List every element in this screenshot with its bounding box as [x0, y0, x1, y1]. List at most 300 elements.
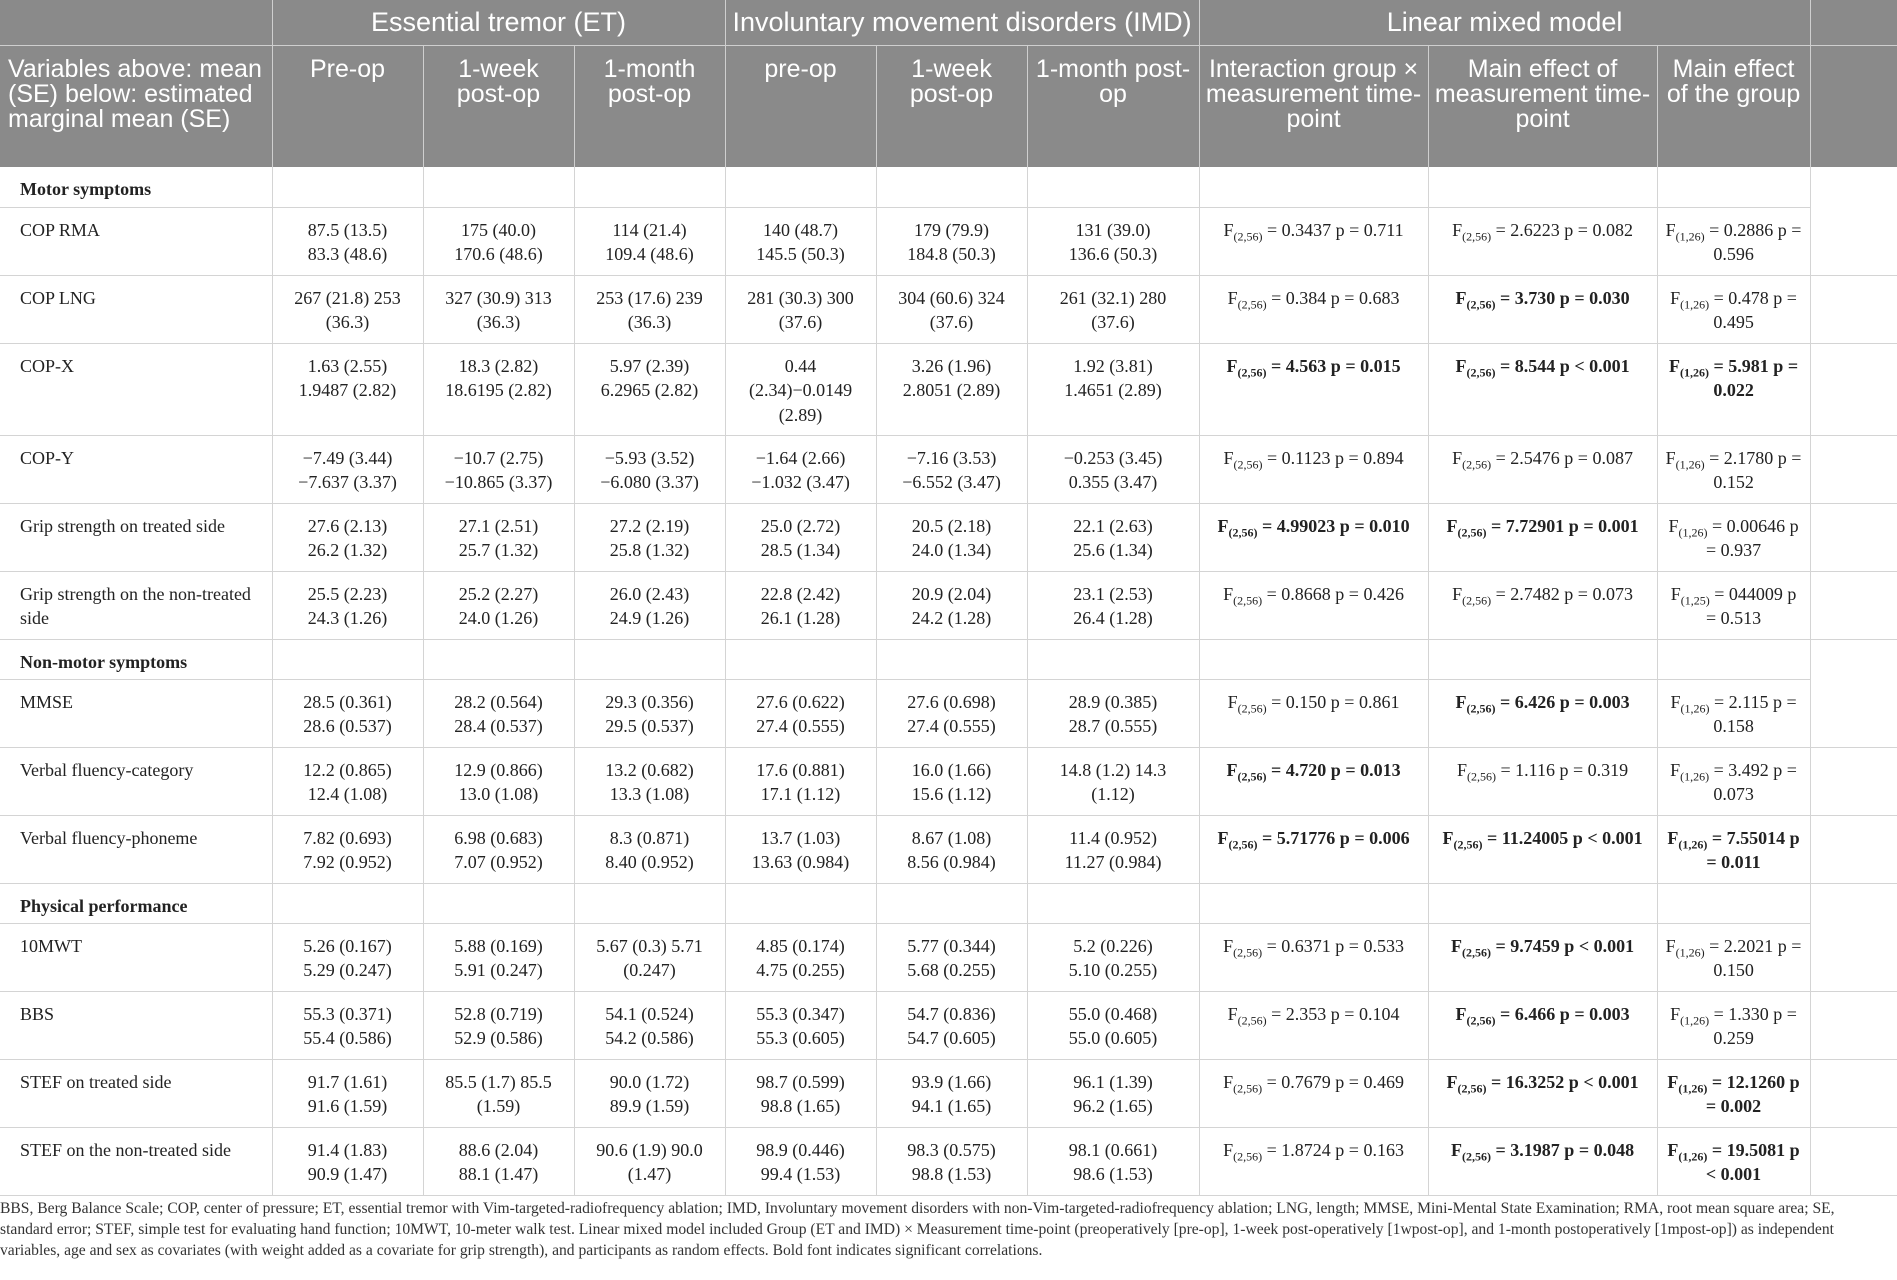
- empty-cell: [1810, 343, 1897, 435]
- stat-text: = 5.981 p = 0.022: [1709, 355, 1799, 400]
- table-row: [0, 207, 1897, 275]
- empty-cell: [1428, 167, 1657, 207]
- table-footnote: BBS, Berg Balance Scale; COP, center of pressure; ET, essential tremor with Vim-targeted-radiofrequency ablation; IMD, Involuntary movement disorders with non-Vim-targeted-radiofrequency ablation; LNG, length; MMSE, Mini-Mental State Examination; RMA, root mean square area; SE, standard error; STEF, simple test for evaluating hand function; 10MWT, 10-meter walk test. Linear mixed model included Group (ET and IMD) × Measurement time-point (preoperatively [pre-op], 1-week post-operatively [1wpost-op], and 1-month postoperatively [1mpost-op]) as independent variables, age and sex as covariates (with weight added as a covariate for grip strength), and participants as random effects. Bold font indicates significant correlations.: [0, 1200, 1835, 1259]
- stat-cell: $F_{(1,26)} = 3.492$ p = 0.073: [1657, 747, 1810, 815]
- value-line: 25.8 (1.32): [609, 540, 690, 560]
- value-line: 0.44: [784, 355, 817, 376]
- table-body: [0, 167, 1897, 1195]
- value-cell: [272, 991, 423, 1059]
- stat-cell: $F_{(1,26)} = 5.981$ p = 0.022: [1657, 343, 1810, 435]
- row-label: Grip strength on the non-treated side: [0, 571, 272, 639]
- df-subscript: (1,26): [1675, 229, 1705, 244]
- value-line: 88.1 (1.47): [458, 1164, 539, 1184]
- value-line: 91.7 (1.61): [307, 1071, 388, 1092]
- df-subscript: (2,56): [1462, 593, 1492, 608]
- empty-cell: [574, 167, 725, 207]
- df-subscript: (2,56): [1233, 229, 1263, 244]
- value-cell: [1027, 343, 1199, 435]
- value-line: 13.2 (0.682): [605, 759, 694, 780]
- stat-cell: $F_{(1,26)} = 12.1260$ p = 0.002: [1657, 1059, 1810, 1127]
- value-line: (37.6): [778, 312, 823, 332]
- df-subscript: (2,56): [1466, 1013, 1496, 1028]
- column-header-interaction: Interaction group × measurement time-point: [1199, 45, 1428, 167]
- value-line: 15.6 (1.12): [911, 784, 992, 804]
- value-line: 327 (30.9) 313: [445, 287, 552, 308]
- stat-text: = 2.5476 p = 0.087: [1491, 447, 1633, 468]
- value-line: 11.4 (0.952): [1069, 827, 1157, 848]
- value-line: −7.49 (3.44): [302, 447, 393, 468]
- empty-cell: [1810, 1127, 1897, 1195]
- value-cell: [876, 1127, 1027, 1195]
- empty-cell: [1657, 883, 1810, 923]
- row-label: Verbal fluency-phoneme: [0, 815, 272, 883]
- stat-cell: $F_{(1,26)} = 2.2021$ p = 0.150: [1657, 923, 1810, 991]
- value-line: 88.6 (2.04): [458, 1139, 539, 1160]
- stat-text: = 3.492 p = 0.073: [1709, 759, 1797, 804]
- stat-cell: $F_{(2,56)} = 4.99023$ p = 0.010: [1199, 503, 1428, 571]
- value-line: 5.26 (0.167): [303, 935, 392, 956]
- value-line: 28.7 (0.555): [1068, 716, 1158, 736]
- group-header-filler: [1810, 0, 1897, 45]
- df-subscript: (1,26): [1675, 457, 1705, 472]
- value-cell: [876, 991, 1027, 1059]
- value-line: 93.9 (1.66): [911, 1071, 992, 1092]
- value-line: 4.75 (0.255): [756, 960, 845, 980]
- value-line: 145.5 (50.3): [756, 244, 845, 264]
- stat-cell: $F_{(1,26)} = 0.478$ p = 0.495: [1657, 275, 1810, 343]
- value-cell: [423, 923, 574, 991]
- value-line: 17.1 (1.12): [760, 784, 841, 804]
- value-cell: [272, 1059, 423, 1127]
- stat-cell: $F_{(2,56)} = 8.544$ p < 0.001: [1428, 343, 1657, 435]
- value-line: 55.3 (0.605): [756, 1028, 845, 1048]
- empty-cell: [1810, 503, 1897, 571]
- value-cell: [1027, 991, 1199, 1059]
- value-cell: [1027, 747, 1199, 815]
- df-subscript: (1,26): [1680, 297, 1710, 312]
- df-subscript: (2,56): [1466, 297, 1496, 312]
- value-line: 99.4 (1.53): [760, 1164, 841, 1184]
- empty-cell: [1027, 883, 1199, 923]
- column-header-et-1week: 1-week post-op: [423, 45, 574, 167]
- value-line: 12.4 (1.08): [307, 784, 388, 804]
- value-cell: [423, 343, 574, 435]
- value-line: 54.7 (0.605): [907, 1028, 996, 1048]
- value-line: 7.07 (0.952): [454, 852, 543, 872]
- empty-cell: [1027, 167, 1199, 207]
- section-title: Non-motor symptoms: [0, 639, 272, 679]
- df-subscript: (2,56): [1453, 837, 1483, 852]
- value-line: 90.6 (1.9) 90.0: [596, 1139, 703, 1160]
- value-line: 26.4 (1.28): [1073, 608, 1153, 628]
- value-line: 55.3 (0.347): [756, 1003, 845, 1024]
- value-cell: [423, 503, 574, 571]
- value-line: 18.6195 (2.82): [445, 380, 552, 400]
- value-cell: [272, 343, 423, 435]
- empty-cell: [423, 639, 574, 679]
- df-subscript: (2,56): [1462, 229, 1492, 244]
- empty-cell: [725, 167, 876, 207]
- value-line: 8.3 (0.871): [609, 827, 690, 848]
- table-row: [0, 923, 1897, 991]
- row-label: COP-X: [0, 343, 272, 435]
- value-cell: [725, 991, 876, 1059]
- stat-cell: $F_{(2,56)} = 16.3252$ p < 0.001: [1428, 1059, 1657, 1127]
- value-line: 28.6 (0.537): [303, 716, 392, 736]
- group-header-row: [0, 0, 1897, 45]
- section-title: Motor symptoms: [0, 167, 272, 207]
- column-header-time-effect: Main effect of measurement time-point: [1428, 45, 1657, 167]
- value-line: −7.637 (3.37): [298, 472, 397, 492]
- stat-text: = 044009 p = 0.513: [1705, 583, 1797, 628]
- row-label: COP LNG: [0, 275, 272, 343]
- value-line: 22.8 (2.42): [760, 583, 841, 604]
- value-line: 17.6 (0.881): [756, 759, 845, 780]
- value-line: 89.9 (1.59): [609, 1096, 690, 1116]
- df-subscript: (2,56): [1228, 837, 1258, 852]
- stat-text: = 0.8668 p = 0.426: [1262, 583, 1404, 604]
- value-cell: [725, 923, 876, 991]
- value-line: 4.85 (0.174): [756, 935, 845, 956]
- df-subscript: (2,56): [1233, 1149, 1263, 1164]
- df-subscript: (1,26): [1680, 769, 1710, 784]
- column-header-imd-1week: 1-week post-op: [876, 45, 1027, 167]
- empty-cell: [1199, 167, 1428, 207]
- df-subscript: (2,56): [1457, 525, 1487, 540]
- row-label: COP RMA: [0, 207, 272, 275]
- value-line: 83.3 (48.6): [307, 244, 388, 264]
- stat-cell: $F_{(2,56)} = 0.8668$ p = 0.426: [1199, 571, 1428, 639]
- value-line: (1.59): [476, 1096, 521, 1116]
- value-line: 7.82 (0.693): [303, 827, 392, 848]
- value-line: 12.2 (0.865): [303, 759, 392, 780]
- value-line: 98.1 (0.661): [1068, 1139, 1158, 1160]
- df-subscript: (2,56): [1233, 593, 1263, 608]
- empty-cell: [272, 883, 423, 923]
- stat-text: = 0.384 p = 0.683: [1266, 287, 1400, 308]
- stat-text: = 2.1780 p = 0.152: [1704, 447, 1802, 492]
- column-header-imd-1month: 1-month post-op: [1027, 45, 1199, 167]
- df-subscript: (2,56): [1462, 945, 1492, 960]
- value-line: 13.0 (1.08): [458, 784, 539, 804]
- table-row: [0, 1059, 1897, 1127]
- stat-cell: $F_{(2,56)} = 11.24005$ p < 0.001: [1428, 815, 1657, 883]
- stat-cell: $F_{(1,26)} = 2.115$ p = 0.158: [1657, 679, 1810, 747]
- row-label: COP-Y: [0, 435, 272, 503]
- df-subscript: (2,56): [1237, 1013, 1267, 1028]
- df-subscript: (2,56): [1466, 701, 1496, 716]
- stat-cell: $F_{(2,56)} = 4.563$ p = 0.015: [1199, 343, 1428, 435]
- value-line: −7.16 (3.53): [906, 447, 997, 468]
- stat-text: = 2.353 p = 0.104: [1266, 1003, 1400, 1024]
- empty-cell: [272, 639, 423, 679]
- column-header-et-preop: Pre-op: [272, 45, 423, 167]
- stat-text: = 0.2886 p = 0.596: [1704, 219, 1802, 264]
- value-line: 0.355 (3.47): [1068, 472, 1158, 492]
- stat-cell: $F_{(2,56)} = 5.71776$ p = 0.006: [1199, 815, 1428, 883]
- value-line: 13.7 (1.03): [760, 827, 841, 848]
- value-cell: [1027, 571, 1199, 639]
- df-subscript: (1,26): [1678, 1081, 1708, 1096]
- empty-cell: [876, 167, 1027, 207]
- stat-cell: $F_{(1,26)} = 0.2886$ p = 0.596: [1657, 207, 1810, 275]
- stat-cell: $F_{(2,56)} = 0.7679$ p = 0.469: [1199, 1059, 1428, 1127]
- stat-text: = 4.563 p = 0.015: [1266, 355, 1401, 376]
- df-subscript: (2,56): [1467, 769, 1496, 784]
- stat-text: = 3.730 p = 0.030: [1495, 287, 1630, 308]
- value-line: 175 (40.0): [461, 219, 536, 240]
- empty-cell: [574, 639, 725, 679]
- value-cell: [876, 435, 1027, 503]
- value-line: 6.2965 (2.82): [600, 380, 699, 400]
- value-cell: [876, 679, 1027, 747]
- row-label: Verbal fluency-category: [0, 747, 272, 815]
- value-line: −10.865 (3.37): [444, 472, 553, 492]
- value-line: 184.8 (50.3): [907, 244, 996, 264]
- value-cell: [272, 679, 423, 747]
- df-subscript: (1,26): [1680, 365, 1710, 380]
- stat-text: = 5.71776 p = 0.006: [1257, 827, 1410, 848]
- value-line: 91.6 (1.59): [307, 1096, 388, 1116]
- empty-cell: [1810, 991, 1897, 1059]
- value-line: 1.9487 (2.82): [298, 380, 397, 400]
- value-line: 3.26 (1.96): [911, 355, 992, 376]
- stat-cell: $F_{(2,56)} = 1.8724$ p = 0.163: [1199, 1127, 1428, 1195]
- value-cell: [272, 923, 423, 991]
- value-line: 5.67 (0.3) 5.71: [596, 935, 703, 956]
- df-subscript: (2,56): [1462, 1149, 1492, 1164]
- value-line: 7.92 (0.952): [303, 852, 392, 872]
- value-cell: [1027, 275, 1199, 343]
- group-header-et: Essential tremor (ET): [272, 0, 725, 45]
- value-cell: [574, 747, 725, 815]
- value-line: 98.3 (0.575): [907, 1139, 996, 1160]
- section-row: [0, 639, 1897, 679]
- value-cell: [423, 207, 574, 275]
- empty-cell: [1810, 275, 1897, 343]
- value-cell: [574, 991, 725, 1059]
- value-cell: [272, 747, 423, 815]
- empty-cell: [876, 883, 1027, 923]
- stat-cell: $F_{(2,56)} = 0.3437$ p = 0.711: [1199, 207, 1428, 275]
- value-line: (2.34)−0.0149: [748, 380, 853, 400]
- value-line: 2.8051 (2.89): [902, 380, 1001, 400]
- df-subscript: (2,56): [1233, 457, 1263, 472]
- value-line: −1.032 (3.47): [751, 472, 850, 492]
- stat-cell: $F_{(2,56)} = 2.353$ p = 0.104: [1199, 991, 1428, 1059]
- value-line: 52.8 (0.719): [454, 1003, 543, 1024]
- value-line: 29.3 (0.356): [605, 691, 694, 712]
- stat-cell: $F_{(2,56)} = 2.7482$ p = 0.073: [1428, 571, 1657, 639]
- row-label: Grip strength on treated side: [0, 503, 272, 571]
- stat-cell: $F_{(2,56)} = 1.116$ p = 0.319: [1428, 747, 1657, 815]
- table-row: [0, 571, 1897, 639]
- table-row: [0, 747, 1897, 815]
- value-line: 98.7 (0.599): [756, 1071, 845, 1092]
- value-line: 5.29 (0.247): [303, 960, 392, 980]
- value-line: 13.63 (0.984): [751, 852, 850, 872]
- stat-text: = 1.330 p = 0.259: [1709, 1003, 1797, 1048]
- df-subscript: (1,26): [1675, 945, 1705, 960]
- value-cell: [1027, 815, 1199, 883]
- stat-cell: $F_{(2,56)} = 0.150$ p = 0.861: [1199, 679, 1428, 747]
- value-cell: [1027, 923, 1199, 991]
- table-row: [0, 435, 1897, 503]
- value-line: 98.9 (0.446): [756, 1139, 845, 1160]
- stat-text: = 7.55014 p = 0.011: [1706, 827, 1800, 872]
- stat-cell: $F_{(2,56)} = 0.1123$ p = 0.894: [1199, 435, 1428, 503]
- value-line: 54.2 (0.586): [605, 1028, 694, 1048]
- stat-text: = 0.478 p = 0.495: [1709, 287, 1797, 332]
- group-header-lmm: Linear mixed model: [1199, 0, 1810, 45]
- value-cell: [574, 275, 725, 343]
- stat-cell: $F_{(2,56)} = 4.720$ p = 0.013: [1199, 747, 1428, 815]
- value-line: 20.9 (2.04): [911, 583, 992, 604]
- value-cell: [1027, 679, 1199, 747]
- value-line: 8.40 (0.952): [605, 852, 694, 872]
- value-line: 6.98 (0.683): [454, 827, 543, 848]
- value-line: 5.91 (0.247): [454, 960, 543, 980]
- value-cell: [574, 815, 725, 883]
- value-line: 55.3 (0.371): [303, 1003, 392, 1024]
- column-header-group-effect: Main effect of the group: [1657, 45, 1810, 167]
- stat-text: = 12.1260 p = 0.002: [1705, 1071, 1800, 1116]
- stat-cell: $F_{(2,56)} = 6.426$ p = 0.003: [1428, 679, 1657, 747]
- value-cell: [423, 1059, 574, 1127]
- value-line: 28.9 (0.385): [1068, 691, 1158, 712]
- value-cell: [725, 343, 876, 435]
- stat-cell: $F_{(2,56)} = 2.5476$ p = 0.087: [1428, 435, 1657, 503]
- stat-text: = 2.7482 p = 0.073: [1491, 583, 1633, 604]
- stat-text: = 3.1987 p = 0.048: [1491, 1139, 1635, 1160]
- value-line: 24.9 (1.26): [609, 608, 690, 628]
- value-line: 8.56 (0.984): [907, 852, 996, 872]
- value-line: 28.2 (0.564): [454, 691, 543, 712]
- stat-text: = 1.8724 p = 0.163: [1262, 1139, 1404, 1160]
- value-line: 90.0 (1.72): [609, 1071, 690, 1092]
- value-line: 27.4 (0.555): [907, 716, 996, 736]
- value-line: 98.8 (1.53): [911, 1164, 992, 1184]
- stat-text: = 19.5081 p < 0.001: [1705, 1139, 1800, 1184]
- stat-cell: $F_{(2,56)} = 9.7459$ p < 0.001: [1428, 923, 1657, 991]
- stat-text: = 6.426 p = 0.003: [1495, 691, 1630, 712]
- value-line: 27.4 (0.555): [756, 716, 845, 736]
- value-line: 85.5 (1.7) 85.5: [445, 1071, 552, 1092]
- value-line: 26.1 (1.28): [760, 608, 841, 628]
- stat-text: = 16.3252 p < 0.001: [1486, 1071, 1639, 1092]
- df-subscript: (2,56): [1237, 297, 1267, 312]
- stat-text: = 2.6223 p = 0.082: [1491, 219, 1633, 240]
- row-label: MMSE: [0, 679, 272, 747]
- value-line: 131 (39.0): [1075, 219, 1151, 240]
- stat-text: = 6.466 p = 0.003: [1495, 1003, 1630, 1024]
- df-subscript: (1,26): [1680, 1013, 1710, 1028]
- stat-text: = 4.720 p = 0.013: [1266, 759, 1401, 780]
- value-cell: [725, 1127, 876, 1195]
- value-line: (36.3): [627, 312, 672, 332]
- value-line: −6.552 (3.47): [902, 472, 1001, 492]
- value-cell: [423, 435, 574, 503]
- empty-cell: [1810, 815, 1897, 883]
- empty-cell: [1810, 435, 1897, 503]
- value-line: (2.89): [778, 404, 823, 425]
- value-cell: [876, 815, 1027, 883]
- value-line: 281 (30.3) 300: [747, 287, 854, 308]
- empty-cell: [1657, 639, 1810, 679]
- column-header-filler: [1810, 45, 1897, 167]
- value-line: 170.6 (48.6): [454, 244, 543, 264]
- stat-cell: $F_{(1,26)} = 7.55014$ p = 0.011: [1657, 815, 1810, 883]
- stat-cell: $F_{(1,26)} = 2.1780$ p = 0.152: [1657, 435, 1810, 503]
- value-line: 24.0 (1.34): [911, 540, 992, 560]
- value-line: 25.2 (2.27): [458, 583, 539, 604]
- value-cell: [876, 275, 1027, 343]
- value-line: 1.63 (2.55): [307, 355, 388, 376]
- section-title: Physical performance: [0, 883, 272, 923]
- value-cell: [725, 275, 876, 343]
- value-line: 25.7 (1.32): [458, 540, 539, 560]
- value-cell: [1027, 503, 1199, 571]
- stat-text: = 0.00646 p = 0.937: [1705, 515, 1799, 560]
- table-row: [0, 503, 1897, 571]
- df-subscript: (1,25): [1680, 593, 1710, 608]
- stat-text: = 0.150 p = 0.861: [1266, 691, 1400, 712]
- value-line: 267 (21.8) 253: [294, 287, 401, 308]
- value-line: 16.0 (1.66): [911, 759, 992, 780]
- stat-text: = 4.99023 p = 0.010: [1257, 515, 1410, 536]
- df-subscript: (1,26): [1678, 837, 1708, 852]
- value-cell: [574, 1059, 725, 1127]
- value-line: (37.6): [929, 312, 974, 332]
- table-row: [0, 815, 1897, 883]
- value-line: (1.47): [627, 1164, 672, 1184]
- column-header-imd-preop: pre-op: [725, 45, 876, 167]
- value-cell: [725, 815, 876, 883]
- value-line: 20.5 (2.18): [911, 515, 992, 536]
- stat-text: = 9.7459 p < 0.001: [1491, 935, 1635, 956]
- table-row: [0, 679, 1897, 747]
- empty-cell: [1810, 747, 1897, 815]
- value-line: −1.64 (2.66): [755, 447, 846, 468]
- df-subscript: (2,56): [1457, 1081, 1487, 1096]
- value-line: 55.0 (0.468): [1068, 1003, 1158, 1024]
- value-cell: [725, 747, 876, 815]
- value-cell: [272, 275, 423, 343]
- table-row: [0, 1127, 1897, 1195]
- value-line: (36.3): [476, 312, 521, 332]
- section-row: [0, 167, 1897, 207]
- value-line: 5.77 (0.344): [907, 935, 996, 956]
- stat-text: = 2.115 p = 0.158: [1709, 691, 1797, 736]
- row-label: BBS: [0, 991, 272, 1059]
- value-cell: [272, 207, 423, 275]
- stat-cell: $F_{(1,26)} = 0.00646$ p = 0.937: [1657, 503, 1810, 571]
- empty-cell: [1810, 571, 1897, 639]
- value-cell: [876, 1059, 1027, 1127]
- value-line: 28.5 (1.34): [760, 540, 841, 560]
- df-subscript: (2,56): [1237, 701, 1267, 716]
- value-cell: [1027, 1127, 1199, 1195]
- table-row: [0, 991, 1897, 1059]
- value-cell: [574, 503, 725, 571]
- value-line: 24.3 (1.26): [307, 608, 388, 628]
- stat-cell: $F_{(1,25)} = 044009$ p = 0.513: [1657, 571, 1810, 639]
- value-cell: [423, 991, 574, 1059]
- value-cell: [272, 435, 423, 503]
- value-cell: [272, 815, 423, 883]
- column-header-variables: Variables above: mean (SE) below: estimated marginal mean (SE): [0, 45, 272, 167]
- value-line: (37.6): [1091, 312, 1135, 332]
